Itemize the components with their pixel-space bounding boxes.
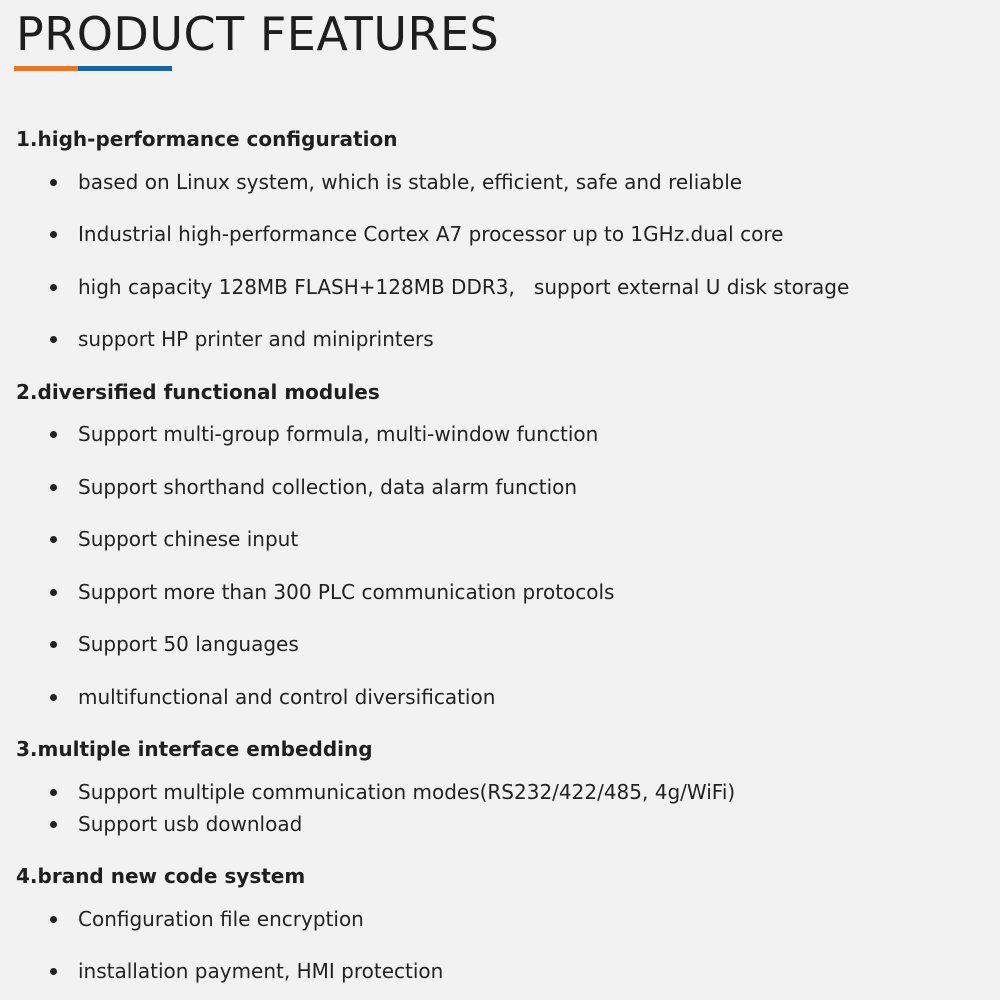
section-heading-3: 3.multiple interface embedding: [16, 737, 373, 761]
list-item-text: installation payment, HMI protection: [78, 959, 444, 983]
list-item-text: Support shorthand collection, data alarm function: [78, 475, 578, 499]
bullet-icon: [50, 641, 57, 648]
title-underline: [14, 66, 172, 71]
bullet-icon: [50, 821, 57, 828]
list-item-text: Industrial high-performance Cortex A7 processor up to 1GHz.dual core: [78, 222, 784, 246]
list-item-text: Support multi-group formula, multi-window function: [78, 422, 599, 446]
bullet-icon: [50, 536, 57, 543]
section-heading-4: 4.brand new code system: [16, 864, 306, 888]
bullet-icon: [50, 179, 57, 186]
bullet-icon: [50, 284, 57, 291]
section-heading-1: 1.high-performance configuration: [16, 127, 398, 151]
bullet-icon: [50, 431, 57, 438]
list-item-text: Support more than 300 PLC communication protocols: [78, 580, 615, 604]
bullet-icon: [50, 968, 57, 975]
section-heading-2: 2.diversified functional modules: [16, 380, 380, 404]
list-item-text: support HP printer and miniprinters: [78, 327, 434, 351]
list-item-text: Support usb download: [78, 812, 303, 836]
bullet-icon: [50, 694, 57, 701]
bullet-icon: [50, 231, 57, 238]
list-item-text: high capacity 128MB FLASH+128MB DDR3, support external U disk storage: [78, 275, 850, 299]
bullet-icon: [50, 789, 57, 796]
bullet-icon: [50, 336, 57, 343]
page-title: PRODUCT FEATURES: [16, 7, 500, 61]
list-item-text: Support multiple communication modes(RS232/422/485, 4g/WiFi): [78, 780, 736, 804]
bullet-icon: [50, 484, 57, 491]
list-item-text: Support chinese input: [78, 527, 299, 551]
underline-orange-segment: [14, 66, 78, 71]
list-item-text: Support 50 languages: [78, 632, 299, 656]
list-item-text: Configuration file encryption: [78, 907, 364, 931]
list-item-text: multifunctional and control diversification: [78, 685, 496, 709]
bullet-icon: [50, 916, 57, 923]
underline-blue-segment: [78, 66, 172, 71]
bullet-icon: [50, 589, 57, 596]
list-item-text: based on Linux system, which is stable, efficient, safe and reliable: [78, 170, 743, 194]
